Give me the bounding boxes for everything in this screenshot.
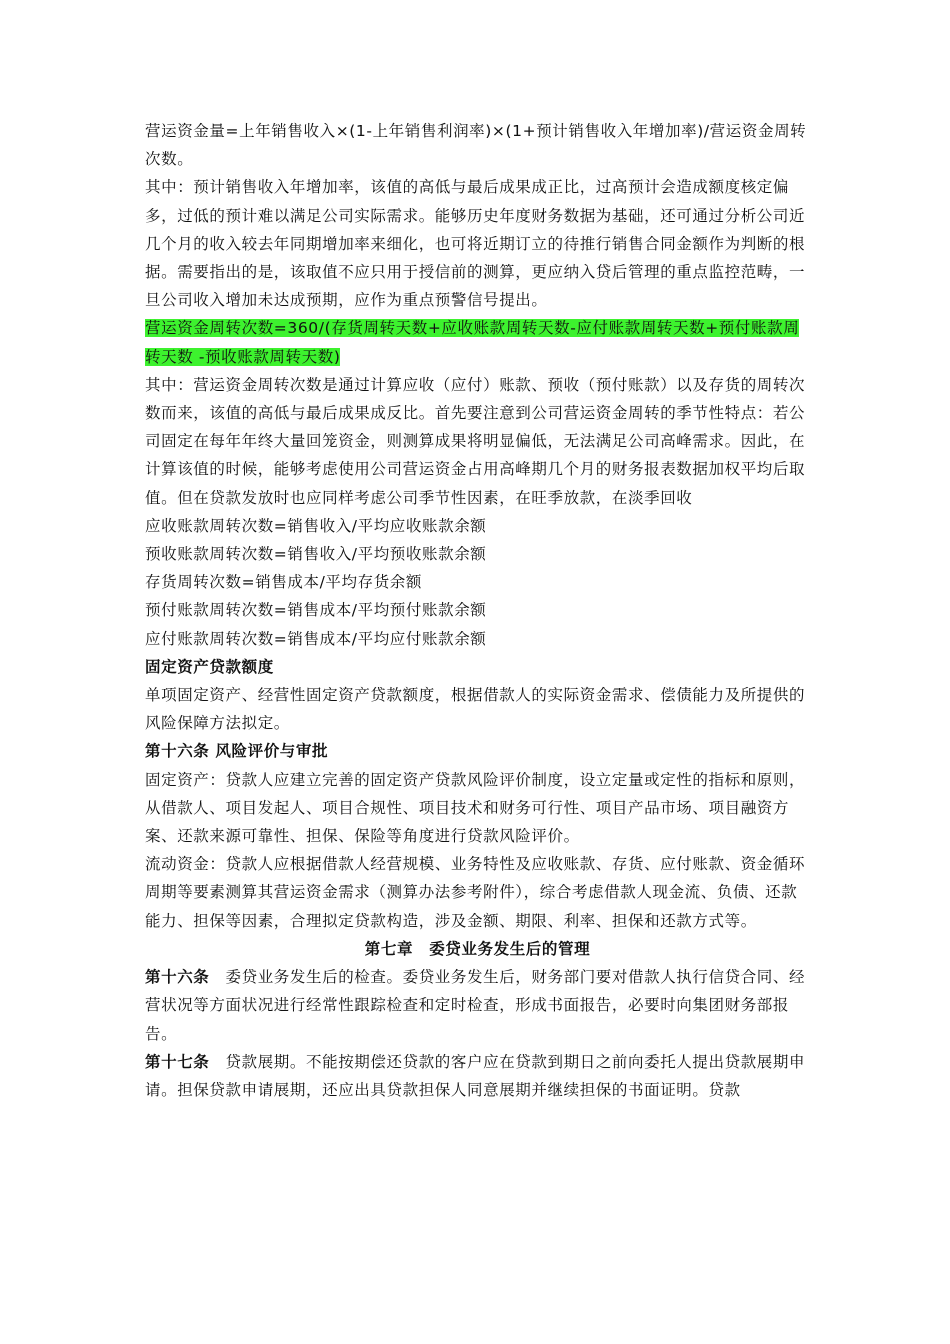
article-16-inspection <box>145 963 810 1048</box>
highlighted-text: 营运资金周转次数=360/(存货周转天数+应收账款周转天数-应付账款周转天数+预付账款周转天数 -预收账款周转天数) <box>145 319 800 366</box>
paragraph-working-capital-formula: 营运资金量=上年销售收入×(1-上年销售利润率)×(1+预计销售收入年增加率)/营运资金周转次数。 <box>145 122 807 169</box>
paragraph-turnover-note: 其中：营运资金周转次数是通过计算应收（应付）账款、预收（预付账款）以及存货的周转次数而来，该值的高低与最后成果成反比。首先要注意到公司营运资金周转的季节性特点：若公司固定在每年年终大量回笼资金，则测算成果将明显偏低，无法满足公司高峰需求。因此，在计算该值的时候，能够考虑使用公司营运资金占用高峰期几个月的财务报表数据加权平均后取值。但在贷款发放时也应同样考虑公司季节性因素，在旺季放款，在淡季回收 <box>145 375 806 507</box>
heading-fixed-asset-loan-limit: 固定资产贷款额度 <box>145 657 274 676</box>
article-text: 贷款展期。不能按期偿还贷款的客户应在贷款到期日之前向委托人提出贷款展期申请。担保贷款申请展期，还应出具贷款担保人同意展期并继续担保的书面证明。贷款 <box>145 1052 806 1099</box>
paragraph-fixed-asset-loan-limit: 单项固定资产、经营性固定资产贷款额度，根据借款人的实际资金需求、偿债能力及所提供的风险保障方法拟定。 <box>145 686 806 733</box>
formula-advance-receipt-turnover: 预收账款周转次数=销售收入/平均预收账款余额 <box>145 545 487 564</box>
chapter-title: 第七章 委贷业务发生后的管理 <box>364 939 591 958</box>
paragraph-fixed-asset-risk: 固定资产：贷款人应建立完善的固定资产贷款风险评价制度，设立定量或定性的指标和原则，从借款人、项目发起人、项目合规性、项目技术和财务可行性、项目产品市场、项目融资方案、还款来源可靠性、担保、保险等角度进行贷款风险评价。 <box>145 770 806 846</box>
formula-payable-turnover: 应付账款周转次数=销售成本/平均应付账款余额 <box>145 629 487 648</box>
document-page <box>145 117 810 1104</box>
article-17-extension <box>145 1048 810 1104</box>
article-label: 第十七条 <box>145 1052 210 1071</box>
article-text: 委贷业务发生后的检查。委贷业务发生后，财务部门要对借款人执行信贷合同、经营状况等方面状况进行经常性跟踪检查和定时检查，形成书面报告，必要时向集团财务部报告。 <box>145 968 806 1043</box>
heading-article-16-risk: 第十六条 风险评价与审批 <box>145 742 329 761</box>
paragraph-liquid-capital-risk: 流动资金：贷款人应根据借款人经营规模、业务特性及应收账款、存货、应付账款、资金循环周期等要素测算其营运资金需求（测算办法参考附件），综合考虑借款人现金流、负债、还款能力、担保等因素，合理拟定贷款构造，涉及金额、期限、利率、担保和还款方式等。 <box>145 855 806 930</box>
formula-prepayment-turnover: 预付账款周转次数=销售成本/平均预付账款余额 <box>145 601 487 620</box>
formula-inventory-turnover: 存货周转次数=销售成本/平均存货余额 <box>145 573 423 592</box>
formula-receivable-turnover: 应收账款周转次数=销售收入/平均应收账款余额 <box>145 516 487 535</box>
paragraph-sales-growth-note: 其中：预计销售收入年增加率，该值的高低与最后成果成正比，过高预计会造成额度核定偏多，过低的预计难以满足公司实际需求。能够历史年度财务数据为基础，还可通过分析公司近几个月的收入较去年同期增加率来细化，也可将近期订立的待推行销售合同金额作为判断的根据。需要指出的是，该取值不应只用于授信前的测算，更应纳入贷后管理的重点监控范畴，一旦公司收入增加未达成预期，应作为重点预警信号提出。 <box>145 178 806 310</box>
formula-turnover-highlighted <box>145 314 810 370</box>
article-label: 第十六条 <box>145 968 210 987</box>
